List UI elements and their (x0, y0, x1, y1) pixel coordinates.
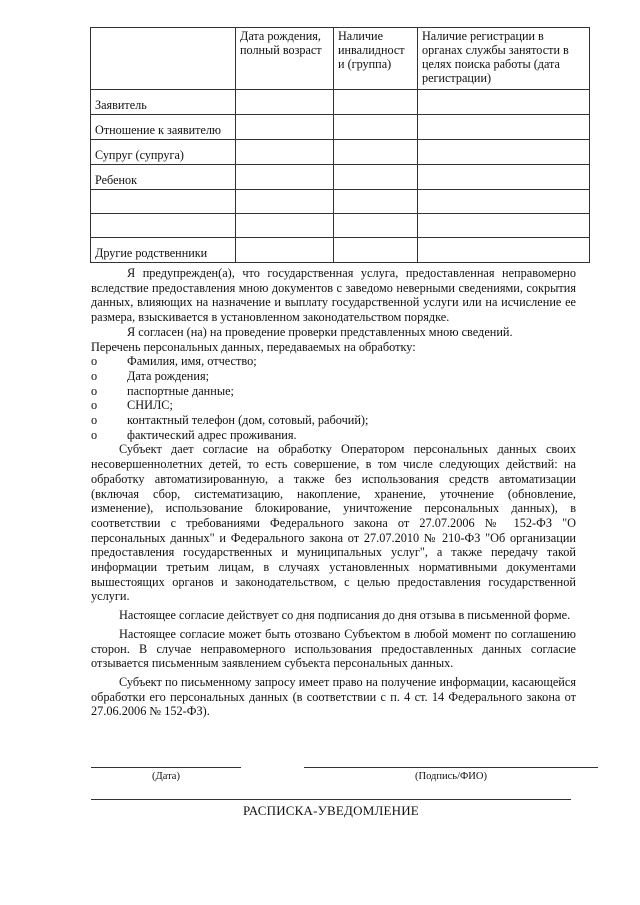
row-label: Ребенок (91, 165, 236, 190)
table-header-cell: Наличие регистрации в органах службы занятости в целях поиска работы (дата регистрации) (418, 28, 590, 90)
list-item-text: Фамилия, имя, отчество; (127, 354, 257, 369)
info-right-paragraph: Субъект по письменному запросу имеет право на получение информации, касающейся обработки его персональных данных (в соответствии с п. 4 ст. 14 Федерального закона от 27.06.2006 № 152-ФЗ). (91, 674, 576, 719)
list-item (91, 413, 576, 428)
list-item-text: СНИЛС; (127, 398, 173, 413)
validity-paragraph: Настоящее согласие действует со дня подписания до дня отзыва в письменной форме. (119, 608, 571, 623)
table-cell (334, 214, 418, 238)
list-item-text: контактный телефон (дом, сотовый, рабочий); (127, 413, 369, 428)
table-cell (334, 90, 418, 115)
table-cell (236, 214, 334, 238)
list-item-text: паспортные данные; (127, 383, 234, 398)
footer-divider (91, 799, 571, 800)
table-cell (418, 165, 590, 190)
table-cell (418, 90, 590, 115)
table-cell (236, 140, 334, 165)
row-label (91, 214, 236, 238)
table-row (91, 238, 590, 263)
table-row (91, 214, 590, 238)
date-line (91, 767, 241, 768)
table-row (91, 140, 590, 165)
list-item-text: Дата рождения; (127, 368, 210, 383)
signature-line (304, 767, 598, 768)
table-cell (418, 238, 590, 263)
consent-text (91, 266, 576, 719)
table-header-row (91, 28, 590, 90)
bullet-icon: o (91, 398, 98, 413)
table-cell (236, 115, 334, 140)
table-cell (334, 165, 418, 190)
row-label: Заявитель (91, 90, 236, 115)
table-header-cell: Дата рождения, полный возраст (236, 28, 334, 90)
table-row (91, 90, 590, 115)
table-cell (418, 214, 590, 238)
bullet-icon: o (91, 413, 98, 428)
table-cell (334, 140, 418, 165)
bullet-icon: o (91, 368, 98, 383)
table-header-cell (91, 28, 236, 90)
revocation-paragraph: Настоящее согласие может быть отозвано Субъектом в любой момент по соглашению сторон. В случае неправомерного использования предоставленных данных согласие отзывается письменным заявлением субъекта персональных данных. (91, 626, 576, 671)
family-table (90, 27, 590, 263)
list-item (91, 398, 576, 413)
list-item (91, 428, 576, 443)
list-item (91, 369, 576, 384)
table-header-cell: Наличие инвалидност и (группа) (334, 28, 418, 90)
row-label: Другие родственники (91, 238, 236, 263)
row-label: Отношение к заявителю (91, 115, 236, 140)
row-label: Супруг (супруга) (91, 140, 236, 165)
table-cell (334, 238, 418, 263)
consent-check-paragraph: Я согласен (на) на проведение проверки представленных мною сведений. (127, 324, 513, 339)
receipt-title: РАСПИСКА-УВЕДОМЛЕНИЕ (243, 803, 419, 818)
table-cell (418, 140, 590, 165)
personal-data-list (91, 354, 576, 442)
table-cell (236, 238, 334, 263)
row-label (91, 190, 236, 214)
table-cell (418, 190, 590, 214)
table-row (91, 115, 590, 140)
date-label: (Дата) (152, 771, 180, 782)
table-row (91, 190, 590, 214)
table-cell (236, 190, 334, 214)
bullet-icon: o (91, 354, 98, 369)
table-cell (236, 165, 334, 190)
warning-paragraph: Я предупрежден(а), что государственная услуга, предоставленная неправомерно вследствие предоставления мною документов с заведомо неверными сведениями, сокрытия данных, влияющих на назначение и выплату государственной услуги или на исчисление ее размера, взыскивается в установленном законодательством порядке. (91, 266, 576, 325)
signature-label: (Подпись/ФИО) (415, 771, 487, 782)
list-item (91, 354, 576, 369)
list-item-text: фактический адрес проживания. (127, 427, 297, 442)
table-cell (418, 115, 590, 140)
list-item (91, 384, 576, 399)
table-cell (236, 90, 334, 115)
bullet-icon: o (91, 383, 98, 398)
bullet-icon: o (91, 427, 98, 442)
subject-consent-paragraph: Субъект дает согласие на обработку Оператором персональных данных своих несовершеннолетних детей, то есть совершение, в том числе следующих действий: на обработку автоматизированную, а также без использования средств автоматизации (включая сбор, систематизацию, накопление, хранение, уточнение (обновление, изменение), использование блокирование, уничтожение персональных данных), в соответствии с требованиями Федерального закона от 27.07.2006 № 152-ФЗ "О персональных данных" и Федерального закона от 27.07.2010 № 210-ФЗ "Об организации предоставления государственных и муниципальных услуг", а также передачу такой информации третьим лицам, в случаях установленных нормативными документами вышестоящих органов и законодательством, с целью предоставления государственной услуги. (91, 442, 576, 604)
table-cell (334, 190, 418, 214)
table-cell (334, 115, 418, 140)
table-row (91, 165, 590, 190)
list-intro: Перечень персональных данных, передаваемых на обработку: (91, 339, 416, 354)
